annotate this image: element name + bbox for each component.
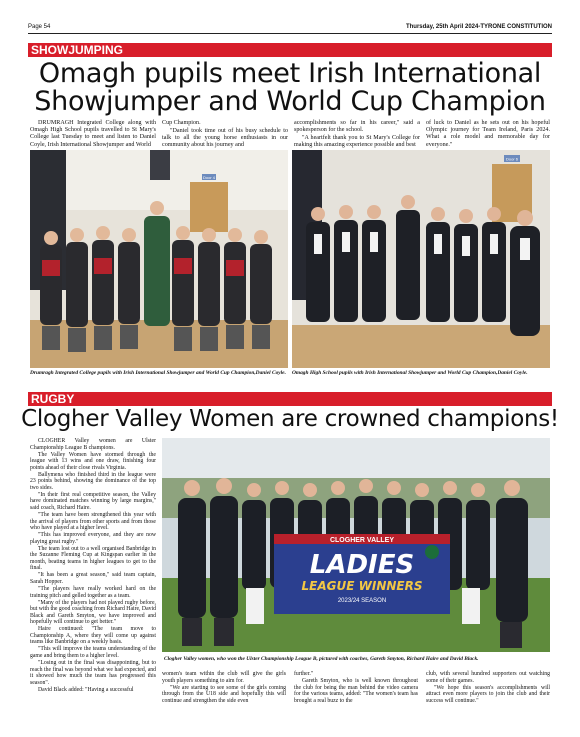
paragraph: "This will improve the teams understanding of the game and bring them to a higher level. [30, 646, 156, 659]
paragraph: Ballymena who finished third in the league were 23 points behind, showing the dominance of the top two sides. [30, 471, 156, 491]
door-sign-text: Door 4 [202, 175, 216, 180]
paragraph: "The players have really worked hard on the training pitch and gelled together as a team. [30, 586, 156, 599]
photo-clogher-valley-women [162, 438, 550, 652]
header-rule [28, 33, 552, 34]
banner-season: 2023/24 SEASON [337, 598, 387, 604]
paragraph: "Daniel took time out of his busy schedule to talk to all the young horse enthusiasts in our community about his journey and [162, 127, 288, 149]
paragraph: "The team have been strengthened this year with the arrival of players from other sports and from those who have played at a higher level. [30, 512, 156, 532]
rugby-col-1 [30, 438, 156, 694]
rugby-col-2 [162, 671, 286, 705]
headline-showjumping [20, 60, 560, 117]
showjumping-col-2 [162, 120, 288, 150]
rugby-col-4 [426, 671, 550, 705]
paragraph: "We are starting to see some of the girls coming through from the U18 side and hopefully this will continue and strengthen the side even [162, 684, 286, 704]
photo-caption-omagh-high: Omagh High School pupils with Irish International Showjumper and World Cup Champion,Daniel Coyle. [292, 370, 528, 376]
page-number: Page 54 [28, 24, 51, 30]
paragraph: "In their first real competitive season, the Valley have dominated matches winning by large margins," said coach, Richard Haire. [30, 491, 156, 511]
photo-omagh-high-pupils [292, 150, 550, 368]
showjumping-col-1 [30, 120, 156, 149]
paragraph: "It has been a great season," said team captain, Sarah Hopper. [30, 572, 156, 585]
club-crest-icon [425, 545, 439, 559]
paragraph: The team lost out to a well organised Banbridge in the Suzanne Fleming Cup at Kingspan earlier in the month, beating teams in higher leagues to get to the final. [30, 545, 156, 572]
paragraph: The Valley Women have stormed through the league with 13 wins and one draw, finishing four points ahead of their close rivals Virginia. [30, 451, 156, 471]
issue-date: Thursday, 25th April 2024-TYRONE CONSTITUTION [405, 24, 552, 30]
headline-line-2: Showjumper and World Cup Champion [34, 86, 546, 118]
rugby-col-3 [294, 671, 418, 705]
showjumping-col-3 [294, 120, 420, 150]
headline-rugby: Clogher Valley Women are crowned champions! [21, 406, 559, 432]
paragraph: "Losing out in the final was disappointing, but to reach the final was beyond what we had expected, and it showed how much the team has progressed this season". [30, 660, 156, 686]
photo-drumragh-pupils [30, 150, 288, 368]
paragraph: CLOGHER Valley women are Ulster Championship League B champions. [30, 438, 156, 451]
paragraph: club, with several hundred supporters out watching some of their games. [426, 671, 550, 684]
paragraph: David Black added: "Having a successful [38, 686, 134, 693]
paragraph: of luck to Daniel as he sets out on his hopeful Olympic journey for Team Ireland, Paris 2024. What a role model and memorable day for everyone." [426, 120, 550, 148]
headline-line-1: Omagh pupils meet Irish International [38, 58, 542, 89]
paragraph: DRUMRAGH Integrated College along with Omagh High School pupils travelled to St Mary's College last Tuesday to meet and listen to Daniel Coyle, Irish International Showjumper and World [30, 120, 156, 148]
paragraph: Cup Champion. [162, 120, 201, 126]
photo-caption-drumragh: Drumragh Integrated College pupils with Irish International Showjumper and World Cup Champion,Daniel Coyle. [30, 370, 286, 376]
paragraph: women's team within the club will give the girls youth players something to aim for. [162, 671, 286, 684]
banner-ladies: LADIES [309, 550, 415, 580]
paragraph: Gareth Smyton, who is well known throughout the club for being the man behind the video camera for the various teams, added: "The women's team has brought a real buzz to the [294, 678, 418, 704]
paragraph: "This has improved everyone, and they are now playing great rugby." [30, 532, 156, 545]
banner-league-winners: LEAGUE WINNERS [301, 579, 423, 593]
door-sign-text: Door 6 [505, 156, 519, 162]
paragraph: "Many of the players had not played rugby before, but with the good coaching from Richard Haire, David Black and Gareth Smyton, we have improved and hopefully will continue to get better." [30, 599, 156, 626]
paragraph: "A heartfelt thank you to St Mary's College for making this amazing experience possible and best [294, 134, 420, 149]
section-label-showjumping: SHOWJUMPING [28, 43, 552, 57]
paragraph: "We hope this season's accomplishments will attract even more players to join the club and their success will continue." [426, 684, 550, 704]
paragraph: Haire continued: "The team move to Championship A, where they will come up against teams like Banbridge on a weekly basis. [30, 626, 156, 646]
banner-club-name: CLOGHER VALLEY [329, 537, 395, 544]
showjumping-col-4 [426, 120, 550, 149]
paragraph: further." [294, 671, 314, 677]
photo-caption-clogher-valley: Clogher Valley women, who won the Ulster Championship League B, pictured with coaches, Gareth Smyton, Richard Haire and David Black. [164, 656, 479, 662]
league-winners-banner [274, 534, 450, 614]
paragraph: accomplishments so far in his career," said a spokesperson for the school. [294, 120, 420, 134]
section-label-rugby: RUGBY [28, 392, 552, 406]
